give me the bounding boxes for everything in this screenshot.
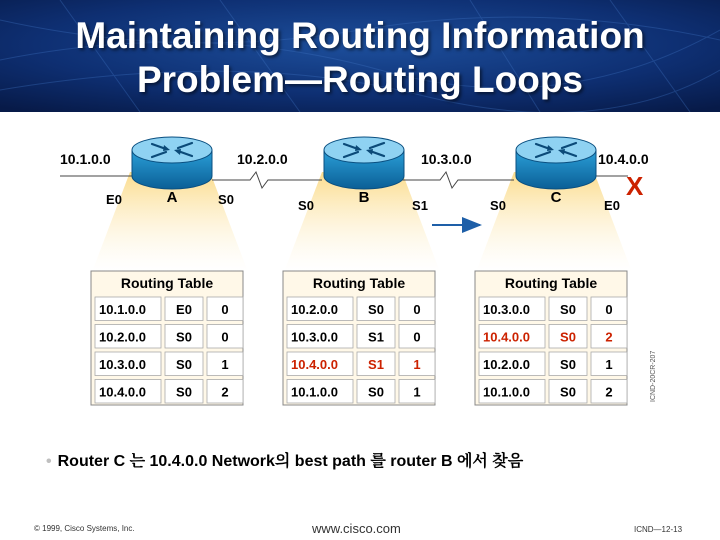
routing-table-a: [91, 271, 243, 405]
table-cell-network: 10.4.0.0: [99, 384, 146, 400]
router-icon: [324, 137, 404, 189]
table-cell-hops: 1: [605, 356, 613, 372]
table-row: [479, 297, 627, 321]
table-row: [95, 352, 243, 376]
table-cell-hops: 2: [605, 384, 613, 400]
table-cell-network: 10.2.0.0: [291, 301, 338, 317]
table-row: [287, 352, 435, 376]
table-row: [95, 325, 243, 349]
figure-code: ICND-20CR-207: [650, 350, 657, 402]
table-cell-interface: S1: [368, 329, 384, 345]
router-right-port-label: E0: [604, 198, 620, 213]
table-cell-hops: 0: [221, 301, 229, 317]
footer-url[interactable]: www.cisco.com: [312, 521, 401, 536]
table-cell-interface: S0: [560, 329, 576, 345]
routing-table-title: Routing Table: [504, 275, 598, 291]
table-cell-network: 10.4.0.0: [291, 356, 338, 372]
table-cell-network: 10.3.0.0: [483, 301, 530, 317]
table-row: [479, 352, 627, 376]
router-right-port-label: S0: [218, 192, 234, 207]
table-cell-network: 10.2.0.0: [99, 329, 146, 345]
routing-tables-layer: [91, 271, 627, 405]
table-cell-interface: E0: [176, 301, 192, 317]
table-cell-network: 10.3.0.0: [291, 329, 338, 345]
table-cell-interface: S1: [368, 356, 384, 372]
routing-table-c: [475, 271, 627, 405]
slide-title-line-2: Problem—Routing Loops: [136, 59, 584, 100]
table-row: [479, 325, 627, 349]
routing-table-b: [283, 271, 435, 405]
router-name-label: B: [358, 189, 370, 206]
footer-page-number: ICND—12-13: [634, 525, 683, 534]
link-failure-mark: X: [626, 171, 644, 201]
router-left-port-label: E0: [106, 192, 122, 207]
network-diagram: [0, 112, 720, 412]
table-row: [479, 380, 627, 404]
router-left-port-label: S0: [490, 198, 506, 213]
table-cell-interface: S0: [560, 384, 576, 400]
bullet-note: [46, 448, 523, 471]
router-right-port-label: S1: [412, 198, 428, 213]
table-cell-hops: 1: [413, 384, 421, 400]
network-label-3: 10.3.0.0: [421, 151, 472, 167]
routing-table-title: Routing Table: [312, 275, 406, 291]
bullet-dot-icon: •: [46, 453, 52, 470]
table-cell-network: 10.3.0.0: [99, 356, 146, 372]
table-cell-interface: S0: [368, 384, 384, 400]
table-cell-network: 10.1.0.0: [99, 301, 146, 317]
table-row: [287, 297, 435, 321]
router-icon: [132, 137, 212, 189]
table-cell-network: 10.2.0.0: [483, 356, 530, 372]
network-label-2: 10.2.0.0: [237, 151, 288, 167]
bullet-text: Router C 는 10.4.0.0 Network의 best path 를 router B 에서 찾음: [57, 453, 524, 470]
network-label-1: 10.1.0.0: [60, 151, 111, 167]
table-row: [95, 380, 243, 404]
table-cell-hops: 2: [605, 329, 613, 345]
table-cell-hops: 0: [413, 329, 421, 345]
table-cell-interface: S0: [176, 329, 192, 345]
table-cell-hops: 1: [221, 356, 229, 372]
routing-table-title: Routing Table: [120, 275, 214, 291]
table-cell-interface: S0: [176, 356, 192, 372]
table-cell-network: 10.1.0.0: [483, 384, 530, 400]
router-left-port-label: S0: [298, 198, 314, 213]
table-cell-hops: 0: [605, 301, 613, 317]
table-row: [95, 297, 243, 321]
network-label-4: 10.4.0.0: [598, 151, 649, 167]
table-row: [287, 380, 435, 404]
table-cell-hops: 0: [221, 329, 229, 345]
footer-copyright: © 1999, Cisco Systems, Inc.: [34, 524, 135, 533]
table-cell-network: 10.4.0.0: [483, 329, 530, 345]
table-cell-hops: 0: [413, 301, 421, 317]
title-band: [0, 0, 720, 112]
table-row: [287, 325, 435, 349]
table-cell-interface: S0: [176, 384, 192, 400]
table-cell-interface: S0: [560, 356, 576, 372]
router-name-label: A: [166, 189, 178, 206]
router-name-label: C: [550, 189, 562, 206]
table-cell-interface: S0: [368, 301, 384, 317]
table-cell-network: 10.1.0.0: [291, 384, 338, 400]
table-cell-hops: 2: [221, 384, 229, 400]
table-cell-interface: S0: [560, 301, 576, 317]
table-cell-hops: 1: [413, 356, 421, 372]
slide-title-line-1: Maintaining Routing Information: [75, 15, 645, 56]
router-icon: [516, 137, 596, 189]
